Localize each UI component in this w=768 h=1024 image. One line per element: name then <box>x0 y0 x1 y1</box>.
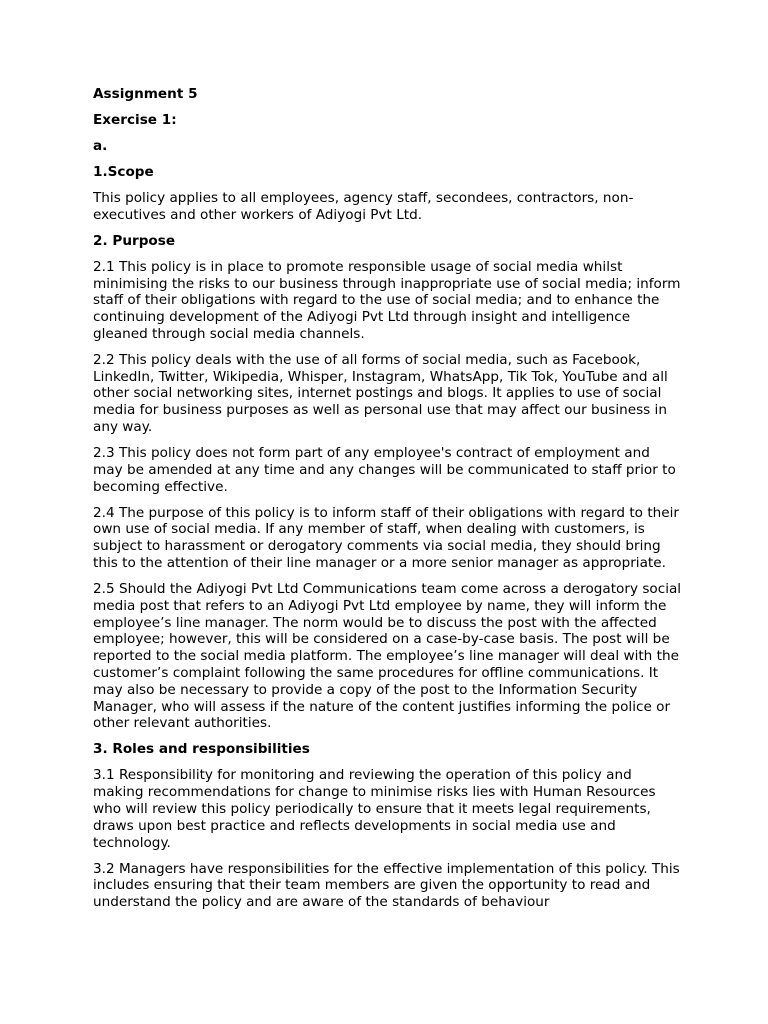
paragraph: This policy applies to all employees, agency staff, secondees, contractors, non-executives and other workers of Adiyogi Pvt Ltd. <box>93 189 634 223</box>
paragraph: 3.1 Responsibility for monitoring and reviewing the operation of this policy and making recommendations for change to minimise risks lies with Human Resources who will review this policy periodically to ensure that it meets legal requirements, draws upon best practice and reflects developments in social media use and technology. <box>93 767 656 851</box>
paragraph: 2.2 This policy deals with the use of all forms of social media, such as Facebook, LinkedIn, Twitter, Wikipedia, Whisper, Instagram, WhatsApp, Tik Tok, YouTube and all other social networking sites, internet postings and blogs. It applies to use of social media for business purposes as well as personal use that may affect our business in any way. <box>93 351 668 436</box>
part-label: a. <box>93 137 108 154</box>
paragraph: 2.4 The purpose of this policy is to inform staff of their obligations with regard to their own use of social media. If any member of staff, when dealing with customers, is subject to harassment or derogatory comments via social media, they should bring this to the attention of their line manager or a more senior manager as appropriate. <box>93 504 679 572</box>
section-heading: 2. Purpose <box>93 232 176 249</box>
paragraph: 2.3 This policy does not form part of any employee's contract of employment and may be amended at any time and any changes will be communicated to staff prior to becoming effective. <box>93 445 676 495</box>
document-page <box>93 86 683 920</box>
exercise-title: Exercise 1: <box>93 111 177 128</box>
paragraph: 2.5 Should the Adiyogi Pvt Ltd Communications team come across a derogatory social media post that refers to an Adiyogi Pvt Ltd employee by name, they will inform the employee’s line manager. The norm would be to discuss the post with the affected employee; however, this will be considered on a case-by-case basis. The post will be reported to the social media platform. The employee’s line manager will deal with the customer’s complaint following the same procedures for offline communications. It may also be necessary to provide a copy of the post to the Information Security Manager, who will assess if the nature of the content justifies informing the police or other relevant authorities. <box>93 581 682 732</box>
assignment-title: Assignment 5 <box>93 86 198 102</box>
section-roles <box>93 741 683 911</box>
section-purpose <box>93 233 683 732</box>
section-heading: 1.Scope <box>93 163 154 180</box>
section-heading: 3. Roles and responsibilities <box>93 741 310 758</box>
section-scope <box>93 164 683 224</box>
paragraph: 2.1 This policy is in place to promote responsible usage of social media whilst minimising the risks to our business through inappropriate use of social media; inform staff of their obligations with regard to the use of social media; and to enhance the continuing development of the Adiyogi Pvt Ltd through insight and intelligence gleaned through social media channels. <box>93 258 681 342</box>
paragraph: 3.2 Managers have responsibilities for the effective implementation of this policy. This includes ensuring that their team members are given the opportunity to read and understand the policy and are aware of the standards of behaviour <box>93 860 680 911</box>
